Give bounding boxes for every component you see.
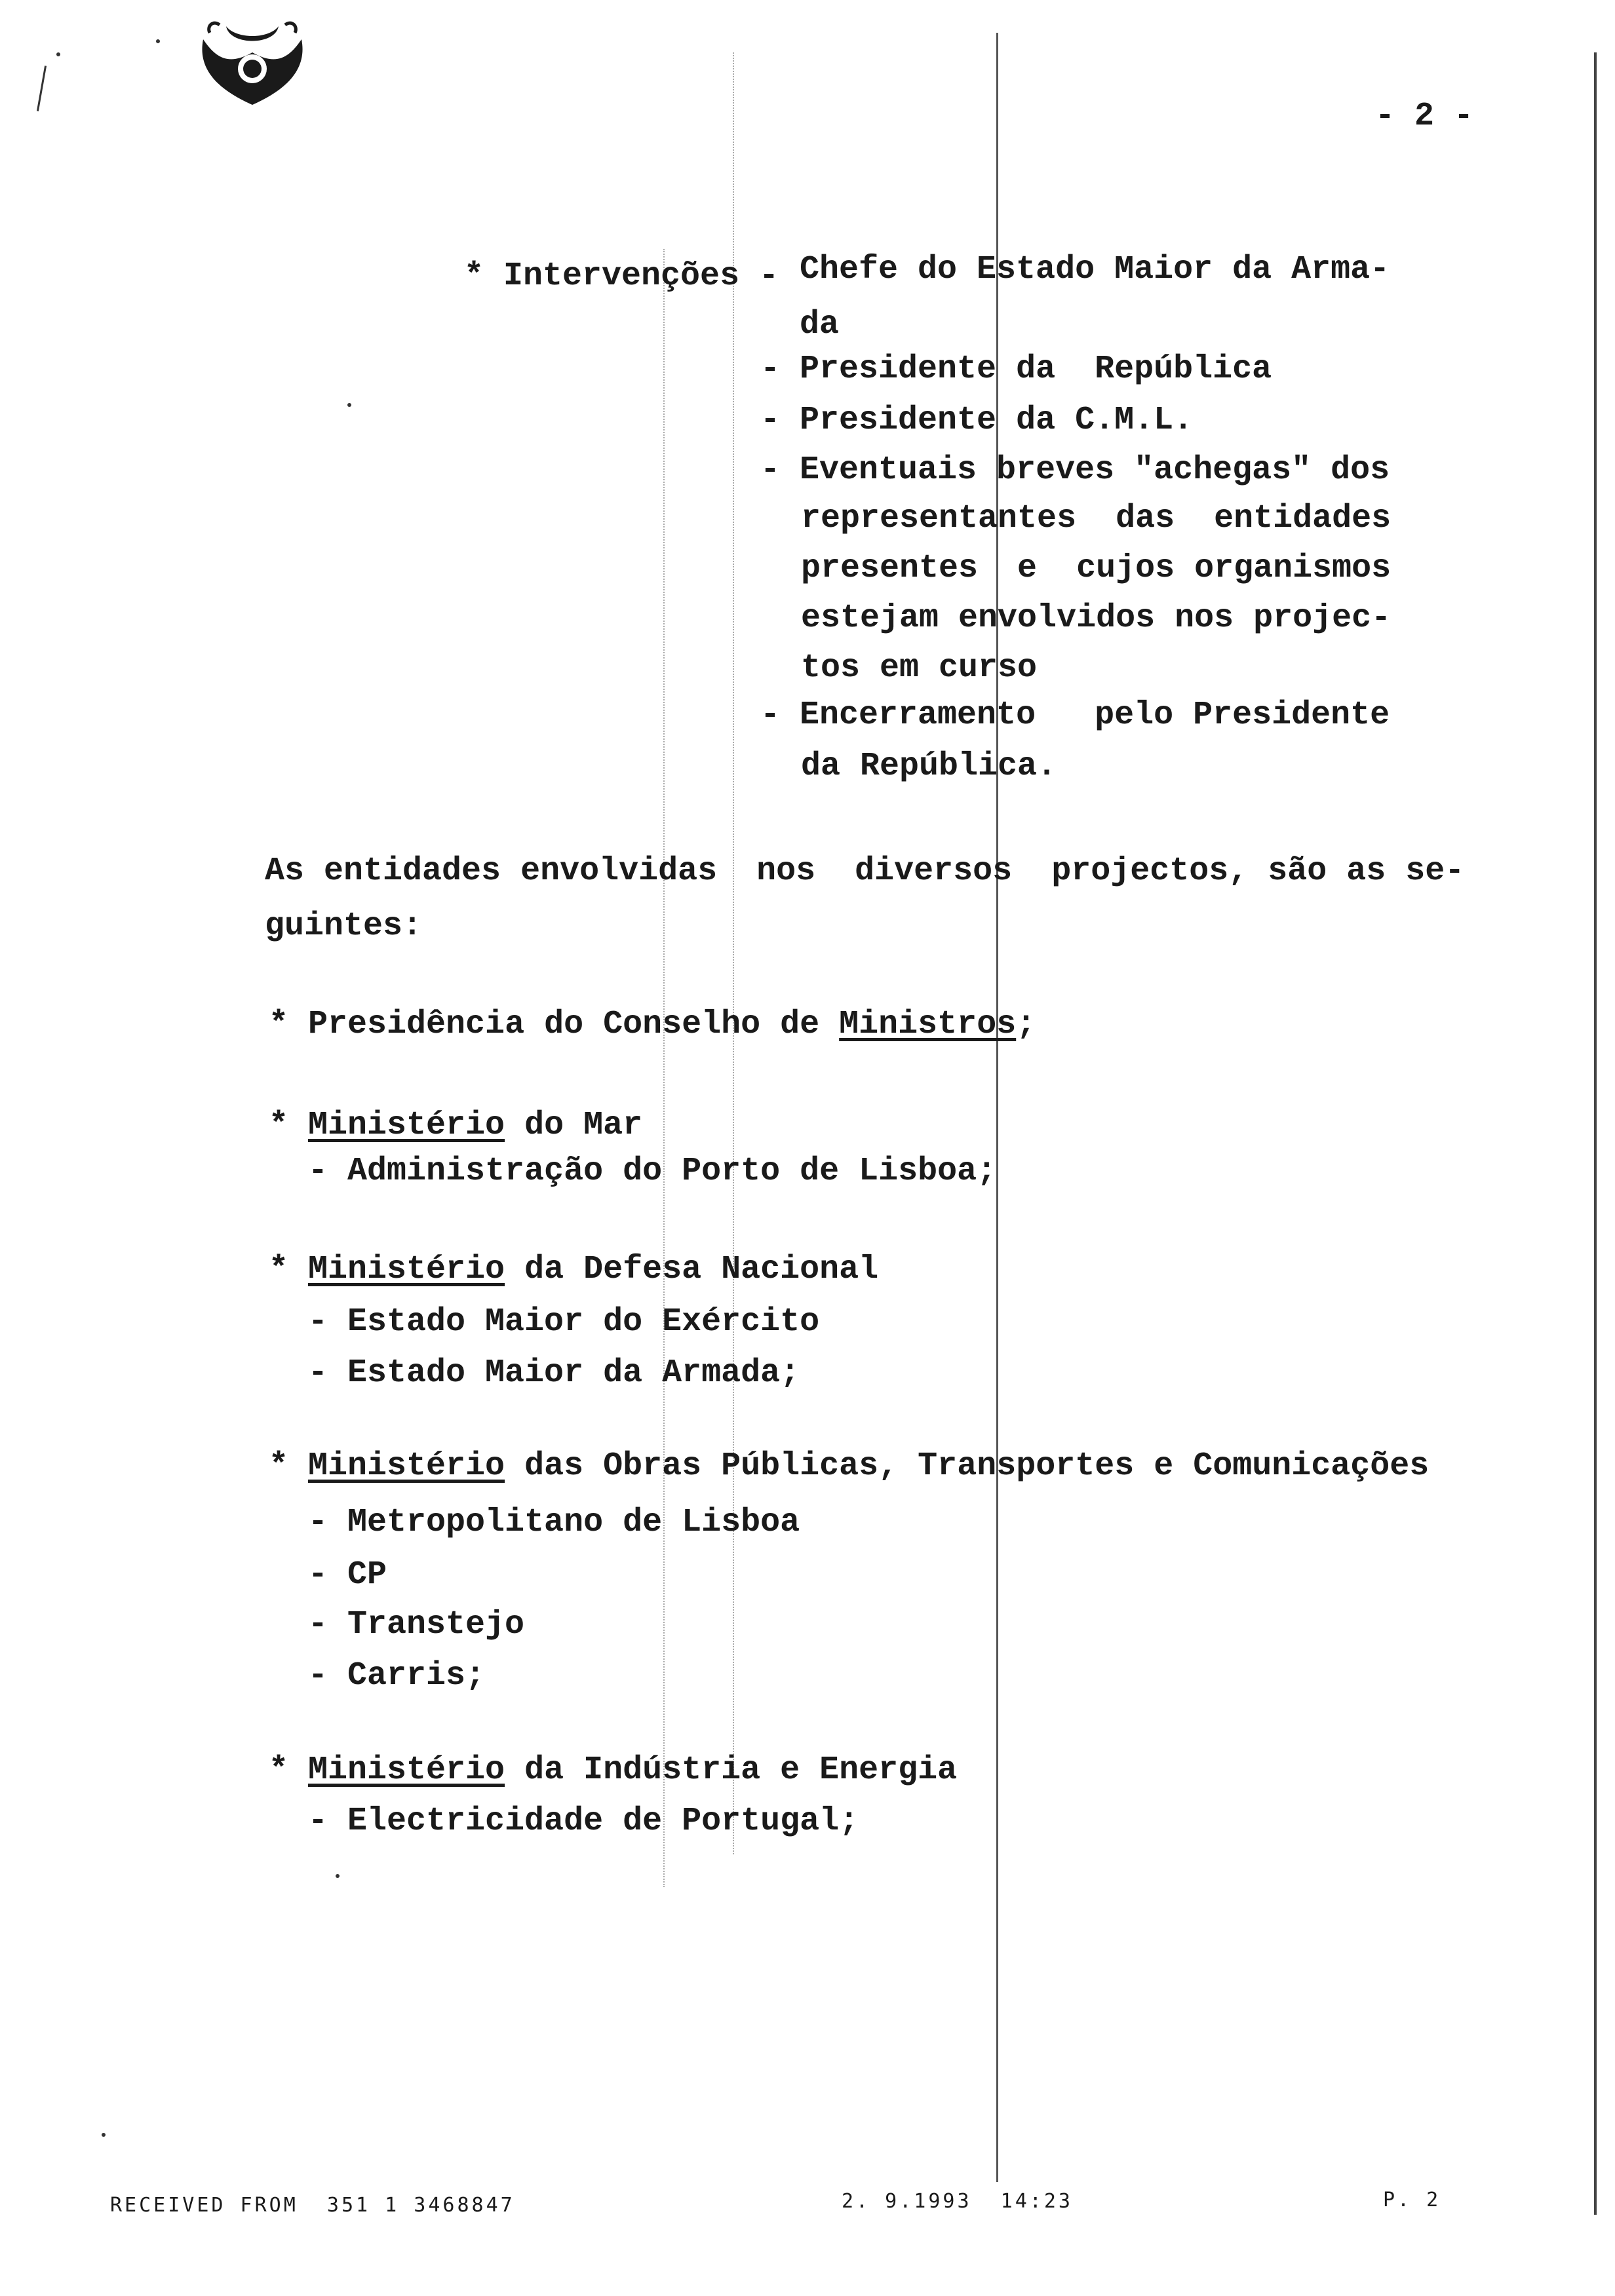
entity-sub-item: - Electricidade de Portugal;	[308, 1803, 859, 1840]
entity-ministerio-industria: * Ministério da Indústria e Energia	[269, 1751, 958, 1789]
entity-sub-item: - Carris;	[308, 1657, 486, 1694]
fax-datetime: 2. 9.1993 14:23	[842, 2190, 1073, 2213]
entity-sub-item: - Metropolitano de Lisboa	[308, 1504, 800, 1541]
intro-line: guintes:	[265, 908, 423, 945]
right-edge-line	[1594, 52, 1597, 2215]
intervencao-item: da República.	[801, 748, 1057, 785]
entity-ministerio-obras: * Ministério das Obras Públicas, Transportes e Comunicações	[269, 1447, 1430, 1485]
intervencao-item: estejam envolvidos nos projec-	[801, 600, 1391, 637]
entity-ministerio-mar: * Ministério do Mar	[269, 1107, 643, 1144]
intervencao-item: tos em curso	[801, 649, 1038, 687]
coat-of-arms-emblem-icon	[190, 13, 315, 111]
speck	[347, 403, 351, 407]
entity-sub-item: - Administração do Porto de Lisboa;	[308, 1153, 997, 1190]
intervencao-item: - Encerramento pelo Presidente	[760, 697, 1390, 734]
scan-line	[663, 249, 665, 1887]
intervencao-item: representantes das entidades	[801, 500, 1391, 537]
intro-line: As entidades envolvidas nos diversos projectos, são as se-	[265, 852, 1465, 890]
intervencao-item: - Presidente da C.M.L.	[760, 402, 1194, 439]
intervencao-item: Chefe do Estado Maior da Arma-	[800, 251, 1390, 288]
entity-sub-item: - Estado Maior da Armada;	[308, 1354, 800, 1392]
entity-ministerio-defesa: * Ministério da Defesa Nacional	[269, 1251, 879, 1288]
scan-line	[733, 52, 734, 1854]
fax-page: P. 2	[1383, 2189, 1441, 2211]
intervencao-item: da	[800, 306, 840, 343]
entity-sub-item: - Transtejo	[308, 1606, 525, 1643]
intervencao-item: - Presidente da República	[760, 351, 1272, 388]
speck	[102, 2133, 106, 2137]
intervencao-item: - Eventuais breves "achegas" dos	[760, 451, 1390, 489]
entity-sub-item: - CP	[308, 1556, 387, 1594]
speck	[156, 39, 160, 43]
entity-sub-item: - Estado Maior do Exército	[308, 1303, 820, 1341]
speck	[336, 1874, 340, 1878]
entity-presidencia: * Presidência do Conselho de Ministros;	[269, 1006, 1036, 1043]
intervencao-item: presentes e cujos organismos	[801, 550, 1391, 587]
margin-mark	[37, 66, 47, 111]
speck	[56, 52, 60, 56]
fax-received-from: RECEIVED FROM 351 1 3468847	[110, 2194, 515, 2217]
intervencoes-label: * Intervenções -	[464, 258, 779, 295]
page-number: - 2 -	[1375, 98, 1474, 135]
